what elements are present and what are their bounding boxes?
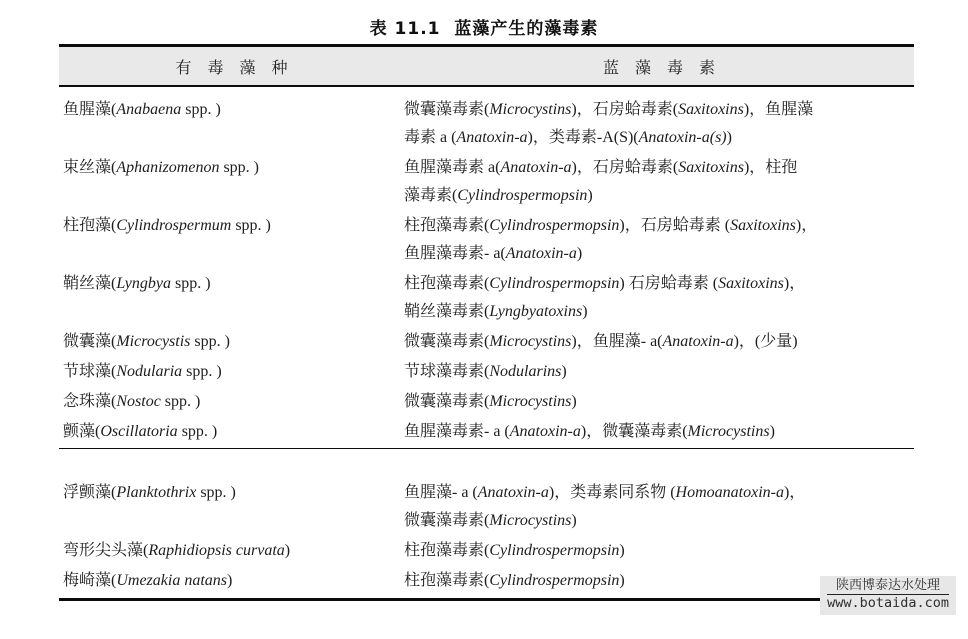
species-cell: 梅崎藻(Umezakia natans) — [63, 572, 233, 589]
species-cell: 微囊藻(Microcystis spp. ) — [63, 333, 230, 350]
header-cell-toxins: 蓝 藻 毒 素 — [602, 59, 715, 77]
section-divider — [59, 448, 914, 449]
table-bottom-rule — [59, 598, 914, 601]
toxins-cell: 微囊藻毒素(Microcystins)，鱼腥藻- a(Anatoxin-a)，(少量) — [404, 333, 798, 350]
table-row — [59, 388, 914, 416]
species-cell: 束丝藻(Aphanizomenon spp. ) — [63, 159, 260, 176]
table-row — [59, 567, 914, 595]
table-row — [59, 154, 914, 210]
toxins-cell: 微囊藻毒素(Microcystins)，石房蛤毒素(Saxitoxins)，鱼腥藻 毒素 a (Anatoxin-a)，类毒素-A(S)(Anatoxin-a(s)) — [404, 101, 814, 146]
species-cell: 鱼腥藻(Anabaena spp. ) — [63, 101, 221, 118]
toxins-cell: 鱼腥藻毒素- a (Anatoxin-a)，微囊藻毒素(Microcystins) — [404, 423, 775, 440]
toxins-cell: 微囊藻毒素(Microcystins) — [404, 393, 577, 410]
table-row — [59, 96, 914, 152]
table-row — [59, 537, 914, 565]
species-cell: 浮颤藻(Planktothrix spp. ) — [63, 484, 236, 501]
watermark-url: www.botaida.com — [827, 595, 949, 611]
header-cell-species: 有 毒 藻 种 — [175, 59, 288, 77]
table-row — [59, 328, 914, 356]
species-cell: 鞘丝藻(Lyngbya spp. ) — [63, 275, 211, 292]
toxins-cell: 鱼腥藻- a (Anatoxin-a)，类毒素同系物 (Homoanatoxin-a)， 微囊藻毒素(Microcystins) — [404, 484, 806, 529]
table-row — [59, 418, 914, 446]
species-cell: 颤藻(Oscillatoria spp. ) — [63, 423, 218, 440]
toxin-table — [59, 44, 914, 601]
table-row — [59, 270, 914, 326]
species-cell: 念珠藻(Nostoc spp. ) — [63, 393, 201, 410]
table-row — [59, 358, 914, 386]
table-header-row — [59, 44, 914, 87]
toxins-cell: 柱孢藻毒素(Cylindrospermopsin) — [404, 572, 625, 589]
toxins-cell: 柱孢藻毒素(Cylindrospermopsin) — [404, 542, 625, 559]
table-section-2 — [59, 479, 914, 595]
toxins-cell: 柱孢藻毒素(Cylindrospermopsin)，石房蛤毒素 (Saxitoxins)， 鱼腥藻毒素- a(Anatoxin-a) — [404, 217, 818, 262]
toxins-cell: 柱孢藻毒素(Cylindrospermopsin) 石房蛤毒素 (Saxitoxins)， 鞘丝藻毒素(Lyngbyatoxins) — [404, 275, 806, 320]
table-title: 表 11.1 蓝藻产生的藻毒素 — [369, 19, 599, 39]
watermark-site-name: 陕西博泰达水处理 — [827, 577, 949, 595]
species-cell: 柱孢藻(Cylindrospermum spp. ) — [63, 217, 271, 234]
table-section-1 — [59, 96, 914, 446]
table-row — [59, 212, 914, 268]
watermark — [820, 576, 956, 615]
table-row — [59, 479, 914, 535]
species-cell: 弯形尖头藻(Raphidiopsis curvata) — [63, 542, 291, 559]
species-cell: 节球藻(Nodularia spp. ) — [63, 363, 222, 380]
table-body — [59, 87, 914, 595]
toxins-cell: 节球藻毒素(Nodularins) — [404, 363, 567, 380]
toxins-cell: 鱼腥藻毒素 a(Anatoxin-a)，石房蛤毒素(Saxitoxins)，柱孢 藻毒素(Cylindrospermopsin) — [404, 159, 798, 204]
